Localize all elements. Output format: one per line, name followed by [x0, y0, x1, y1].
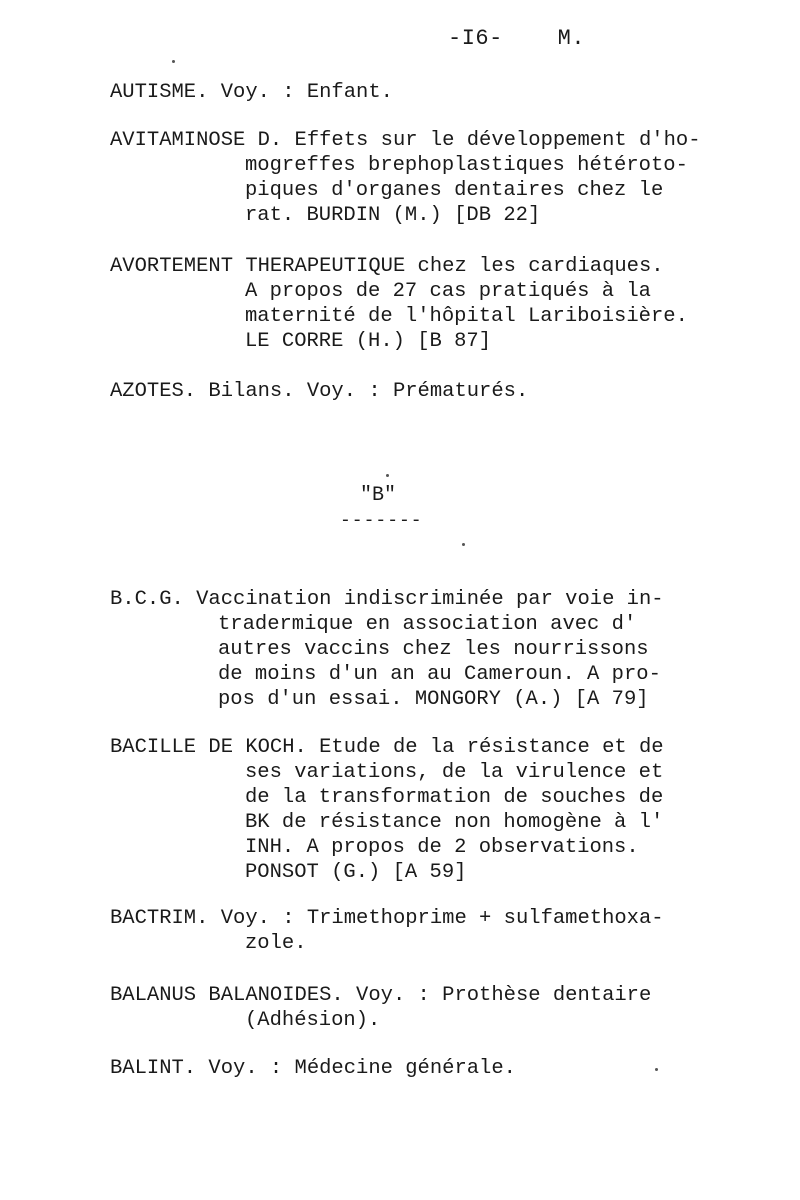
index-entry-avitaminose	[110, 128, 701, 228]
index-entry-bcg	[110, 587, 664, 712]
entry-line: autres vaccins chez les nourrissons	[218, 638, 649, 661]
index-entry-autisme	[110, 80, 393, 105]
entry-line: BACILLE DE KOCH. Etude de la résistance et de	[110, 736, 664, 759]
section-letter-header: M.	[557, 26, 586, 51]
entry-line: pos d'un essai. MONGORY (A.) [A 79]	[218, 688, 649, 711]
index-entry-avortement	[110, 254, 688, 354]
index-entry-azotes	[110, 379, 528, 404]
entry-line: de la transformation de souches de	[245, 786, 664, 809]
entry-line: BK de résistance non homogène à l'	[245, 811, 664, 834]
entry-line: zole.	[245, 932, 307, 955]
entry-line: piques d'organes dentaires chez le	[245, 179, 664, 202]
index-entry-bacille-de-koch	[110, 735, 664, 885]
entry-line: BACTRIM. Voy. : Trimethoprime + sulfamethoxa-	[110, 907, 664, 930]
entry-line: de moins d'un an au Cameroun. A pro-	[218, 663, 661, 686]
section-heading: "B"	[360, 484, 397, 507]
entry-line: AVORTEMENT THERAPEUTIQUE chez les cardiaques.	[110, 255, 664, 278]
entry-line: BALINT. Voy. : Médecine générale.	[110, 1057, 516, 1080]
entry-line: mogreffes brephoplastiques hétéroto-	[245, 154, 688, 177]
scan-speck	[655, 1068, 658, 1071]
index-entry-bactrim	[110, 906, 664, 956]
scan-speck	[462, 543, 465, 546]
entry-line: ses variations, de la virulence et	[245, 761, 664, 784]
page-number: -I6-	[448, 26, 503, 51]
entry-line: AZOTES. Bilans. Voy. : Prématurés.	[110, 380, 529, 403]
entry-line: PONSOT (G.) [A 59]	[245, 861, 467, 884]
entry-line: AUTISME. Voy. : Enfant.	[110, 81, 393, 104]
entry-line: A propos de 27 cas pratiqués à la	[245, 280, 651, 303]
scan-speck	[172, 60, 175, 63]
scan-speck	[386, 474, 389, 477]
section-divider: -------	[340, 511, 423, 531]
entry-line: B.C.G. Vaccination indiscriminée par voie in-	[110, 588, 664, 611]
entry-line: AVITAMINOSE D. Effets sur le développement d'ho-	[110, 129, 701, 152]
entry-line: rat. BURDIN (M.) [DB 22]	[245, 204, 541, 227]
entry-line: INH. A propos de 2 observations.	[245, 836, 639, 859]
entry-line: tradermique en association avec d'	[218, 613, 637, 636]
entry-line: maternité de l'hôpital Lariboisière.	[245, 305, 688, 328]
page-header	[448, 26, 585, 51]
index-entry-balint	[110, 1056, 516, 1081]
entry-line: (Adhésion).	[245, 1009, 381, 1032]
entry-line: BALANUS BALANOIDES. Voy. : Prothèse dentaire	[110, 984, 652, 1007]
index-entry-balanus-balanoides	[110, 983, 651, 1033]
entry-line: LE CORRE (H.) [B 87]	[245, 330, 492, 353]
